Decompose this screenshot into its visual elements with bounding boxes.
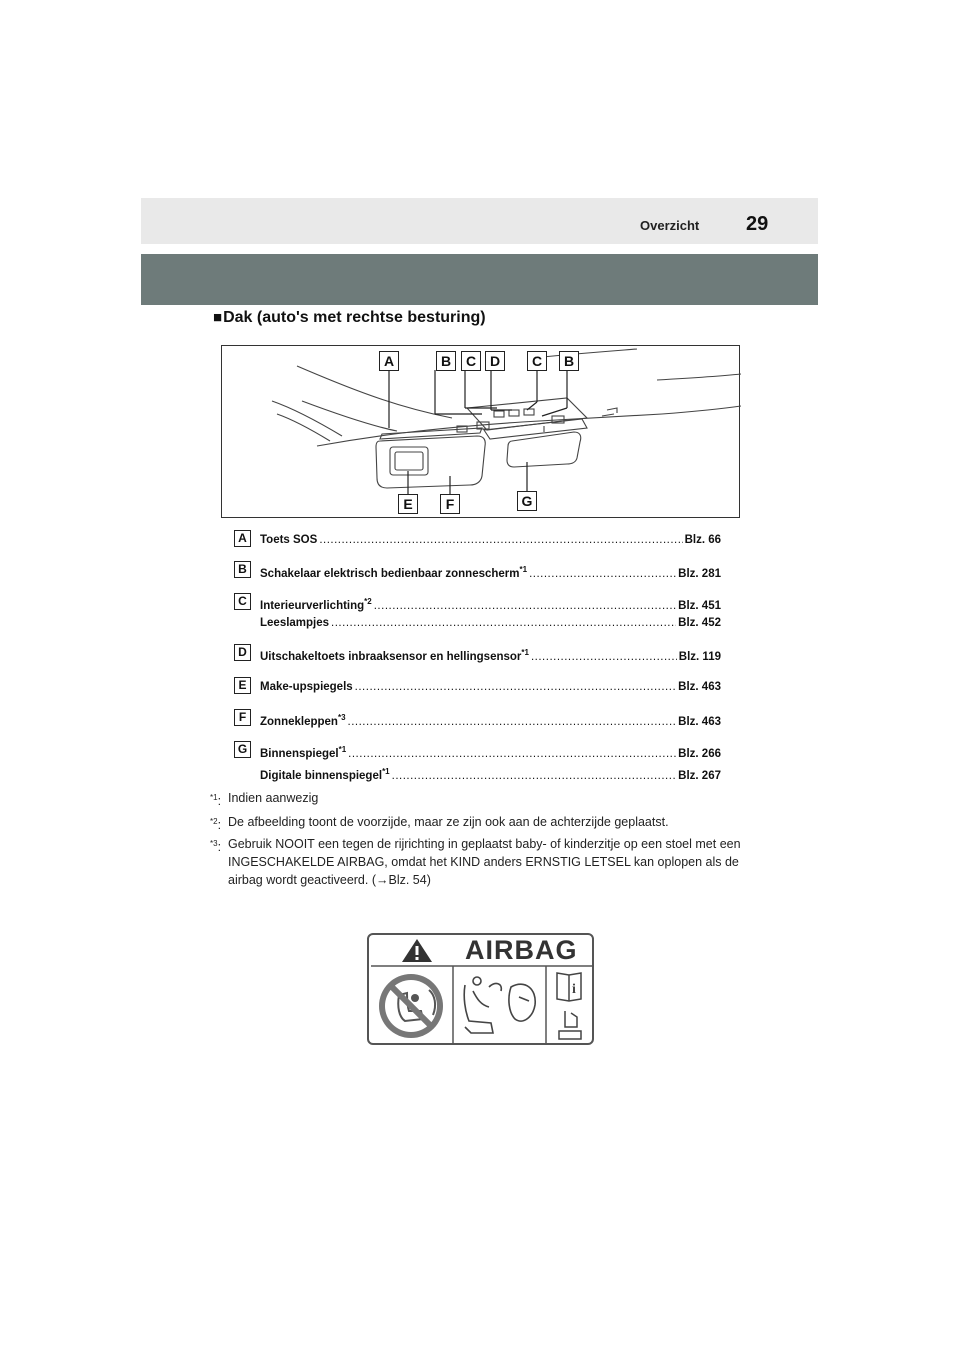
legend-letter: C	[234, 593, 251, 610]
footnote-mark: $^{*2}$:	[210, 817, 222, 833]
legend-entry	[260, 713, 721, 728]
footnote-ref: *1	[338, 745, 347, 754]
page-header-bar	[141, 198, 818, 244]
legend-item-f	[234, 710, 734, 730]
legend-letter: F	[234, 709, 251, 726]
legend-entry	[260, 597, 721, 612]
entry-label: Interieurverlichting$^{*2}$	[260, 597, 372, 612]
legend-item-c	[234, 594, 734, 629]
airbag-label-title: AIRBAG	[465, 935, 578, 965]
callout-c: C	[461, 351, 481, 371]
entry-label: Zonnekleppen$^{*3}$	[260, 713, 346, 728]
leader-dots	[374, 600, 676, 612]
footnote-mark: $^{*3}$:	[210, 839, 222, 855]
legend-letter: E	[234, 677, 251, 694]
legend-entry	[260, 767, 721, 782]
page-reference[interactable]: Blz. 266	[678, 747, 721, 760]
leader-dots	[392, 770, 677, 782]
leader-dots	[319, 534, 682, 546]
entry-label: Schakelaar elektrisch bedienbaar zonnescherm$^{*1}$	[260, 565, 528, 580]
footnote-2	[210, 813, 750, 831]
airbag-warning-label	[367, 933, 594, 1045]
footnote-ref: *3	[337, 713, 346, 722]
footnote-1	[210, 789, 750, 807]
seat-airbag-icon	[464, 977, 535, 1033]
legend-entry	[260, 565, 721, 580]
legend-entry	[260, 534, 721, 546]
legend-item-d	[234, 645, 734, 665]
legend-entry	[260, 617, 721, 629]
leader-dots	[348, 716, 677, 728]
section-heading	[213, 309, 486, 327]
heading-marker: ■	[213, 309, 223, 326]
footnote-ref: *1	[519, 565, 528, 574]
leader-dots	[348, 748, 676, 760]
legend-letter: B	[234, 561, 251, 578]
callout-a: A	[379, 351, 399, 371]
leader-dots	[531, 651, 677, 663]
callout-e: E	[398, 494, 418, 514]
entry-label: Make-upspiegels	[260, 681, 353, 693]
callout-d: D	[485, 351, 505, 371]
page-number: 29	[746, 213, 769, 235]
page-reference[interactable]: Blz. 463	[678, 715, 721, 728]
callout-b: B	[436, 351, 456, 371]
legend-entry	[260, 648, 721, 663]
legend-letter: G	[234, 741, 251, 758]
entry-label: Toets SOS	[260, 534, 318, 546]
legend-entry	[260, 681, 721, 693]
legend-entry	[260, 745, 721, 760]
legend-letter: A	[234, 530, 251, 547]
roof-illustration	[221, 345, 740, 518]
roof-drawing	[222, 346, 741, 519]
callout-b: B	[559, 351, 579, 371]
section-title: Overzicht	[640, 218, 700, 233]
callout-c: C	[527, 351, 547, 371]
leader-dots	[331, 617, 676, 629]
legend-item-b	[234, 562, 734, 582]
callout-f: F	[440, 494, 460, 514]
legend-item-g	[234, 742, 734, 782]
no-rear-facing-seat-icon	[379, 974, 443, 1038]
legend-item-e	[234, 678, 734, 698]
footnote-text: De afbeelding toont de voorzijde, maar ze zijn ook aan de achterzijde geplaatst.	[228, 815, 669, 829]
page-reference[interactable]: Blz. 451	[678, 599, 721, 612]
page-reference[interactable]: Blz. 463	[678, 681, 721, 693]
entry-label: Binnenspiegel$^{*1}$	[260, 745, 347, 760]
svg-text:i: i	[572, 982, 576, 997]
entry-label: Uitschakeltoets inbraaksensor en hellingsensor$^{*1}$	[260, 648, 529, 663]
footnote-ref: *1	[382, 767, 390, 776]
warning-triangle-icon	[402, 939, 432, 962]
callout-g: G	[517, 491, 537, 511]
page-reference[interactable]: Blz. 66	[684, 534, 721, 546]
entry-label: Digitale binnenspiegel$^{*1}$	[260, 767, 390, 782]
legend-letter: D	[234, 644, 251, 661]
page-reference[interactable]: Blz. 267	[678, 769, 721, 782]
footnote-3	[210, 835, 750, 889]
manual-book-icon	[557, 973, 581, 1039]
page-reference[interactable]: Blz. 119	[678, 650, 721, 663]
leader-dots	[355, 681, 677, 693]
page-reference[interactable]: Blz. 452	[678, 617, 721, 629]
chapter-band	[141, 254, 818, 305]
footnote-mark: $^{*1}$:	[210, 793, 222, 809]
footnote-ref: *2	[364, 597, 372, 606]
page-reference[interactable]: Blz. 281	[678, 567, 721, 580]
legend-item-a	[234, 531, 734, 551]
leader-dots	[529, 568, 676, 580]
entry-label: Leeslampjes	[260, 617, 330, 629]
footnote-ref: *1	[521, 648, 529, 657]
footnote-text: Indien aanwezig	[228, 791, 319, 805]
footnote-text: Gebruik NOOIT een tegen de rijrichting in geplaatst baby- of kinderzitje op een stoel met een INGESCHAKELDE AIRBAG, omdat het KIND anders ERNSTIG LETSEL kan oplopen als de airbag wordt geactiveerd. (→Blz. 54)	[228, 837, 741, 887]
heading-text: Dak (auto's met rechtse besturing)	[223, 309, 486, 326]
